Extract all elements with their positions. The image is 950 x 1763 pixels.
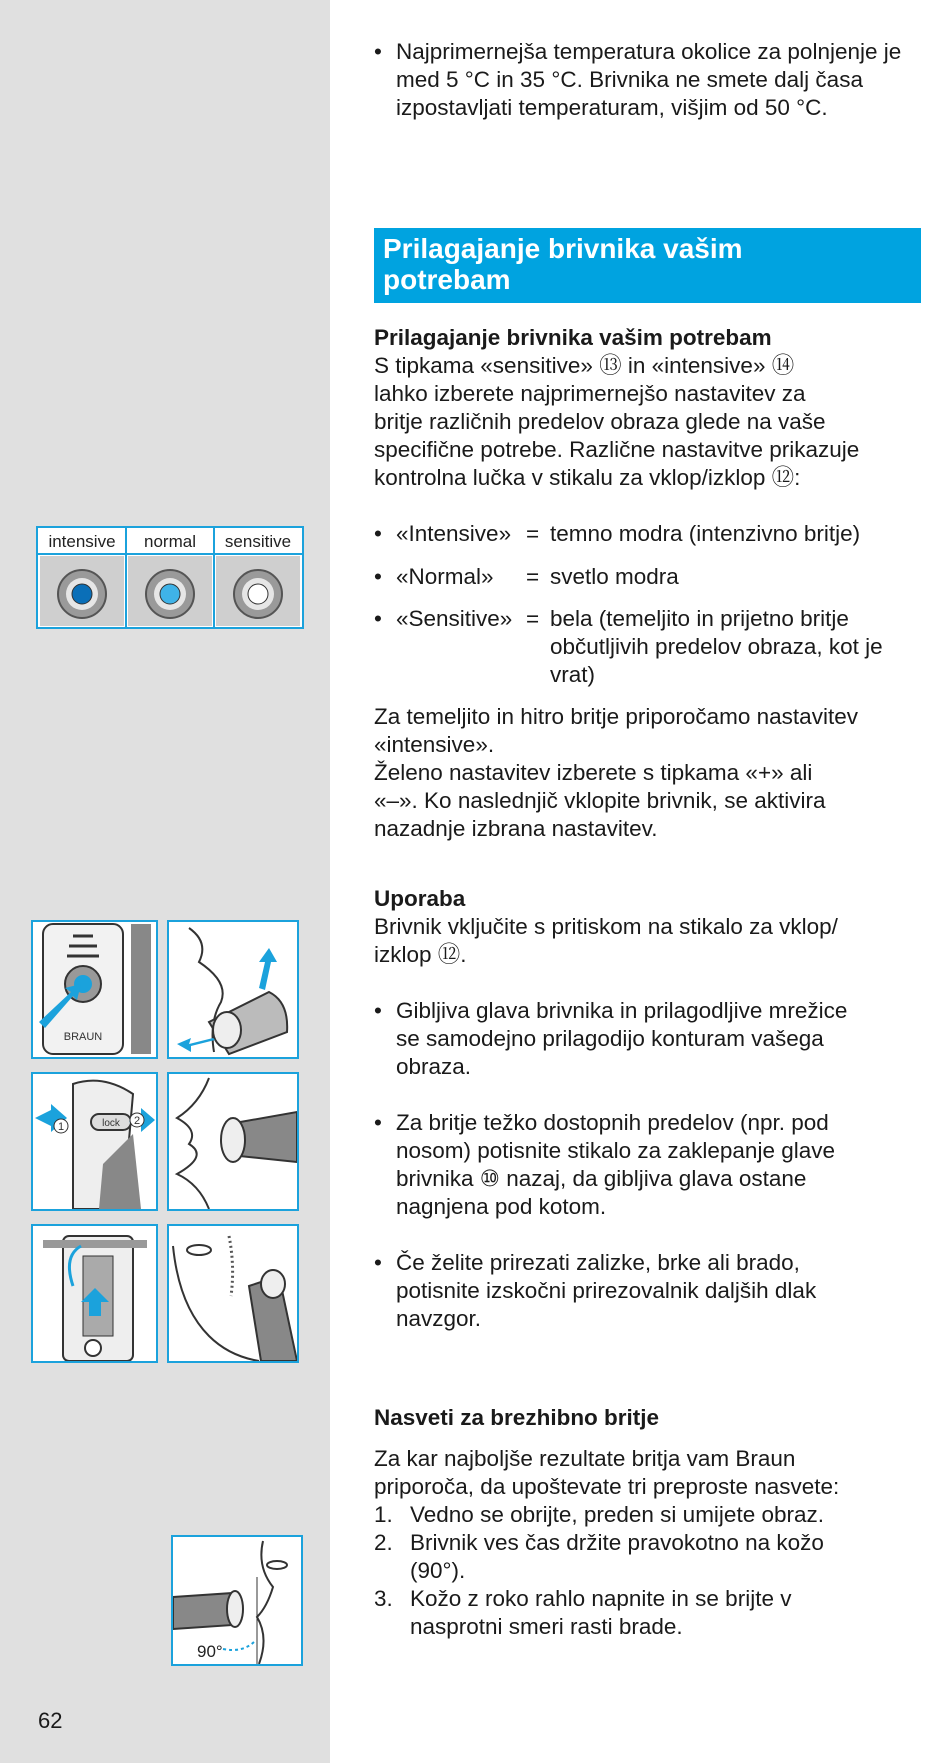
mode-label-sensitive: sensitive [224, 532, 292, 551]
left-margin-panel [0, 0, 330, 1763]
section3-heading: Nasveti za brezhibno britje [374, 1405, 660, 1430]
usage-bullet: • Gibljiva glava brivnika in prilagodljive mrežice se samodejno prilagodijo konturam vašega obraza. [374, 998, 848, 1079]
mode-indicator-figure [36, 526, 304, 629]
page-number: 62 [38, 1708, 63, 1733]
tip-item: 1. Vedno se obrijte, preden si umijete obraz. [374, 1502, 824, 1527]
section3-paragraph: Za kar najboljše rezultate britja vam Braun priporoča, da upoštevate tri preproste nasvete: [374, 1446, 840, 1499]
figure-under-nose [167, 1072, 299, 1211]
section1-paragraph [374, 352, 934, 492]
usage-bullet: • Če želite prirezati zalizke, brke ali brado, potisnite izskočni prirezovalnik daljših dlak navzgor. [374, 1250, 817, 1331]
section-banner [374, 228, 921, 303]
mode-light-intensive [72, 584, 92, 604]
section1-paragraph2: Za temeljito in hitro britje priporočamo nastavitev «intensive». Želeno nastavitev izberete s tipkama «+» ali «–». Ko naslednjič vklopite brivnik, se aktivira nazadnje izbrana nastavitev. [374, 704, 858, 841]
figure-sideburn-trim [167, 1224, 299, 1363]
section1-line: britje različnih predelov obraza glede na vaše [374, 409, 826, 434]
step-2-label: 2 [133, 1115, 141, 1127]
mode-light-normal [160, 584, 180, 604]
tips-list [374, 1501, 934, 1641]
figure-power-button [31, 920, 158, 1059]
mode-term: «Intensive» [396, 521, 512, 546]
intro-bullet-text: Najprimernejša temperatura okolice za polnjenje je med 5 °C in 35 °C. Brivnika ne smete dalj časa izpostavljati temperaturam, višjim od 50 °C. [396, 39, 902, 120]
mode-label-normal: normal [144, 532, 196, 551]
usage-bullet: • Za britje težko dostopnih predelov (npr. pod nosom) potisnite stikalo za zaklepanje glave brivnika ⑩ nazaj, da gibljiva glava ostane nagnjena pod kotom. [374, 1110, 835, 1219]
section1-line: kontrolna lučka v stikalu za vklop/izklop ⑫: [374, 465, 801, 490]
mode-definition: bela (temeljito in prijetno britje občutljivih predelov obraza, kot je vrat) [550, 606, 883, 687]
mode-term: «Normal» [396, 564, 494, 589]
lock-label: lock [102, 1118, 120, 1129]
step-1-label: 1 [57, 1121, 65, 1133]
section2-paragraph: Brivnik vključite s pritiskom na stikalo za vklop/ izklop ⑫. [374, 914, 838, 967]
section1-line: S tipkama «sensitive» ⑬ in «intensive» ⑭ [374, 353, 795, 378]
mode-definition: temno modra (intenzivno britje) [550, 521, 861, 546]
intro-bullet: • Najprimernejša temperatura okolice za polnjenje je med 5 °C in 35 °C. Brivnika ne smete dalj časa izpostavljati temperaturam, višjim od 50 °C. [374, 38, 922, 122]
mode-definition: svetlo modra [550, 564, 679, 589]
banner-title-line1: Prilagajanje brivnika vašim [383, 233, 743, 264]
section1-line: lahko izberete najprimernejšo nastavitev za [374, 381, 806, 406]
figure-lock-switch [31, 1072, 158, 1211]
tip-item: 3. Kožo z roko rahlo napnite in se brijte v nasprotni smeri rasti brade. [374, 1586, 792, 1639]
mode-term: «Sensitive» [396, 606, 513, 631]
banner-title-line2: potrebam [383, 264, 511, 295]
section1-line: specifične potrebe. Različne nastavitve prikazuje [374, 437, 860, 462]
brand-logo: BRAUN [63, 1031, 103, 1043]
angle-label: 90° [197, 1642, 223, 1661]
section1-heading: Prilagajanje brivnika vašim potrebam [374, 325, 772, 350]
figure-head-pivot [167, 920, 299, 1059]
mode-indicator-illustration [38, 528, 302, 627]
tip-item: 2. Brivnik ves čas držite pravokotno na kožo (90°). [374, 1530, 824, 1583]
figure-shaving-angle [171, 1535, 303, 1666]
mode-light-sensitive [248, 584, 268, 604]
section2-heading: Uporaba [374, 886, 466, 911]
figure-trimmer [31, 1224, 158, 1363]
mode-label-intensive: intensive [48, 532, 116, 551]
